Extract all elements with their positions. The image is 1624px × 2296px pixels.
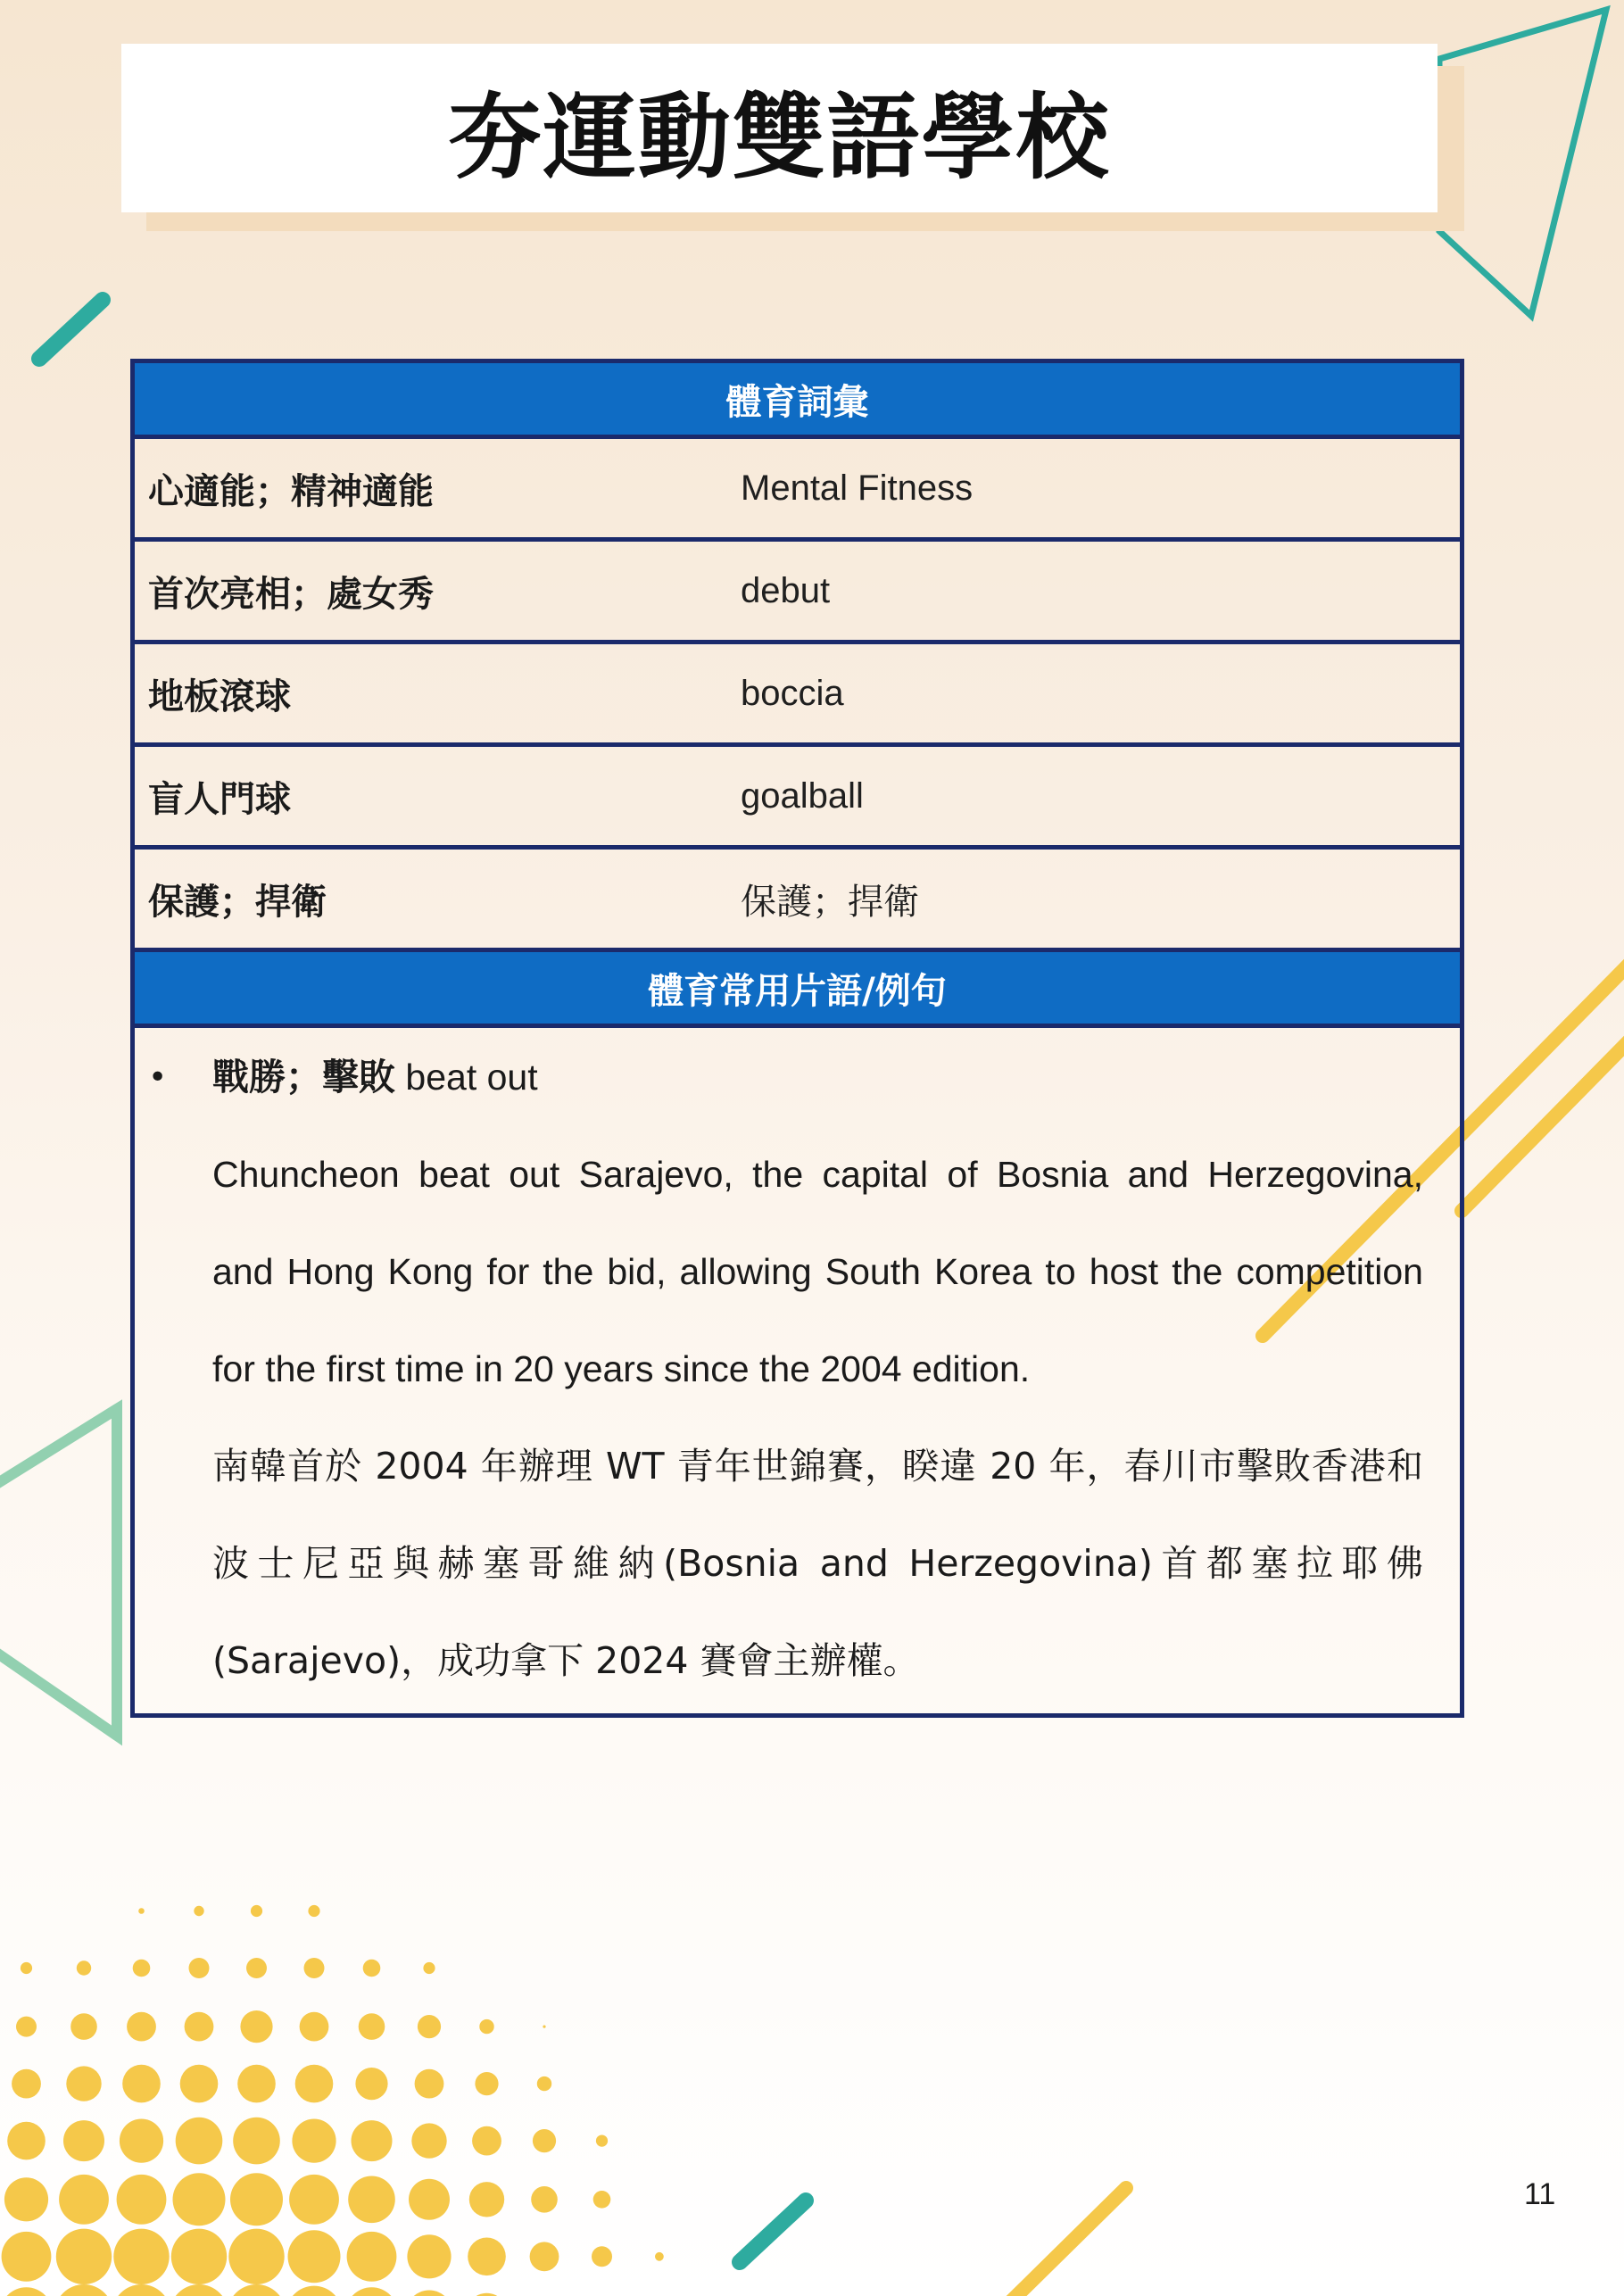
yellow-accent-stroke-short (1462, 1037, 1624, 1211)
vocabulary-row (135, 537, 1460, 640)
halftone-dot (348, 2176, 395, 2224)
green-triangle-outline (0, 1409, 117, 1736)
halftone-dot (537, 2076, 551, 2091)
halftone-dot (415, 2069, 444, 2099)
halftone-dot (655, 2252, 664, 2261)
phrase-term-en: beat out (405, 1057, 538, 1098)
halftone-dot (117, 2175, 167, 2225)
halftone-dot (308, 1905, 319, 1917)
vocabulary-term-zh: 地板滾球 (148, 676, 291, 717)
halftone-dot (251, 1905, 262, 1917)
halftone-dot (180, 2065, 219, 2103)
halftone-dot (0, 2287, 53, 2296)
halftone-dot (4, 2177, 48, 2221)
halftone-dot (70, 2013, 97, 2040)
halftone-dot (2, 2232, 52, 2282)
halftone-dot (237, 2065, 276, 2103)
page-title: 夯運動雙語學校 (448, 82, 1111, 192)
halftone-dot (228, 2229, 284, 2284)
halftone-dot (16, 2017, 37, 2037)
halftone-dot (171, 2229, 227, 2284)
halftone-dot (127, 2012, 156, 2042)
vocabulary-term-en: boccia (741, 673, 844, 713)
teal-accent-stroke-top (39, 300, 103, 359)
halftone-dot (295, 2065, 334, 2103)
yellow-accent-stroke-bottom (1010, 2188, 1126, 2296)
halftone-dot (596, 2135, 608, 2147)
halftone-dot (7, 2122, 46, 2160)
example-en-line: and Hong Kong for the bid, allowing South Korea to host the competition (212, 1251, 1423, 1292)
vocabulary-term-en: 保護；捍衛 (741, 882, 919, 922)
example-zh-line: 波士尼亞與赫塞哥維納(Bosnia and Herzegovina)首都塞拉耶佛 (212, 1542, 1423, 1585)
phrases-heading: 體育常用片語/例句 (135, 948, 1460, 1024)
halftone-dot (113, 2229, 169, 2284)
halftone-dot (406, 2291, 453, 2296)
example-zh-line: 南韓首於 2004 年辦理 WT 青年世錦賽，睽違 20 年，春川市擊敗香港和 (212, 1445, 1423, 1488)
page-number: 11 (1524, 2177, 1556, 2211)
halftone-dot (233, 2118, 280, 2165)
halftone-dot (472, 2126, 501, 2156)
halftone-dot (363, 1960, 381, 1977)
halftone-dot (530, 2242, 559, 2271)
bullet-marker: • (148, 1059, 168, 1096)
halftone-dot (533, 2129, 556, 2152)
halftone-dot (418, 2015, 441, 2038)
halftone-dot (66, 2066, 101, 2101)
halftone-dot (300, 2012, 329, 2042)
phrase-term-zh: 戰勝；擊敗 (212, 1056, 395, 1098)
halftone-dot (173, 2173, 226, 2226)
vocabulary-sheet (130, 359, 1464, 1718)
halftone-dot (138, 1908, 145, 1914)
halftone-dot (59, 2175, 109, 2225)
vocabulary-term-en: goalball (741, 775, 864, 816)
vocabulary-term-en: Mental Fitness (741, 468, 974, 508)
halftone-dot (531, 2186, 558, 2213)
halftone-dot (286, 2286, 342, 2296)
halftone-dot (185, 2012, 214, 2042)
phrase-term-line (148, 1029, 1423, 1126)
vocabulary-row (135, 640, 1460, 742)
halftone-dot (12, 2069, 41, 2099)
halftone-dot (592, 2246, 612, 2267)
halftone-dot-pattern (0, 1905, 666, 2296)
vocabulary-row (135, 742, 1460, 845)
halftone-dot (230, 2173, 283, 2226)
halftone-dot (63, 2120, 104, 2161)
halftone-dot (246, 1958, 267, 1978)
halftone-dot (120, 2119, 163, 2163)
halftone-dot (347, 2232, 397, 2282)
halftone-dot (345, 2287, 398, 2296)
halftone-dot (409, 2179, 450, 2220)
vocabulary-term-zh: 首次亮相；處女秀 (148, 573, 434, 615)
halftone-dot (292, 2119, 336, 2163)
halftone-dot (21, 1962, 32, 1974)
halftone-dot (170, 2284, 228, 2296)
vocabulary-term-zh: 保護；捍衛 (148, 881, 327, 923)
halftone-dot (77, 1960, 91, 1975)
halftone-dot (240, 2010, 272, 2043)
vocabulary-term-zh: 盲人門球 (148, 778, 291, 820)
halftone-dot (122, 2065, 161, 2103)
halftone-dot (54, 2284, 113, 2296)
halftone-dot (543, 2026, 545, 2028)
vocabulary-heading: 體育詞彙 (135, 363, 1460, 435)
halftone-dot (56, 2229, 112, 2284)
halftone-dot (359, 2013, 385, 2040)
halftone-dot (479, 2019, 493, 2034)
vocabulary-row (135, 435, 1460, 537)
example-en-line: for the first time in 20 years since the 2004 edition. (212, 1348, 1031, 1389)
halftone-dot (475, 2072, 498, 2095)
halftone-dot (228, 2284, 286, 2296)
halftone-dot (593, 2191, 611, 2209)
vocabulary-term-en: debut (741, 570, 831, 610)
halftone-dot (468, 2238, 506, 2276)
halftone-dot (407, 2234, 451, 2278)
halftone-dot (194, 1906, 203, 1916)
halftone-dot (112, 2284, 171, 2296)
vocabulary-row (135, 845, 1460, 948)
halftone-dot (189, 1958, 210, 1978)
vocabulary-term-zh: 心適能；精神適能 (148, 470, 434, 512)
phrase-example-block (135, 1024, 1460, 1714)
halftone-dot (288, 2230, 341, 2283)
halftone-dot (289, 2175, 339, 2225)
halftone-dot (304, 1958, 325, 1978)
title-banner (121, 44, 1438, 212)
halftone-dot (176, 2118, 223, 2165)
halftone-dot (423, 1962, 435, 1974)
teal-accent-stroke-bottom (740, 2201, 806, 2262)
example-zh-line: (Sarajevo)，成功拿下 2024 賽會主辦權。 (212, 1639, 920, 1682)
halftone-dot (411, 2123, 446, 2158)
halftone-dot (352, 2120, 393, 2161)
halftone-dot (469, 2182, 504, 2217)
halftone-dot (133, 1960, 151, 1977)
halftone-dot (355, 2068, 387, 2100)
example-en-line: Chuncheon beat out Sarajevo, the capital of Bosnia and Herzegovina, (212, 1154, 1423, 1195)
teal-triangle-outline (1439, 10, 1606, 316)
